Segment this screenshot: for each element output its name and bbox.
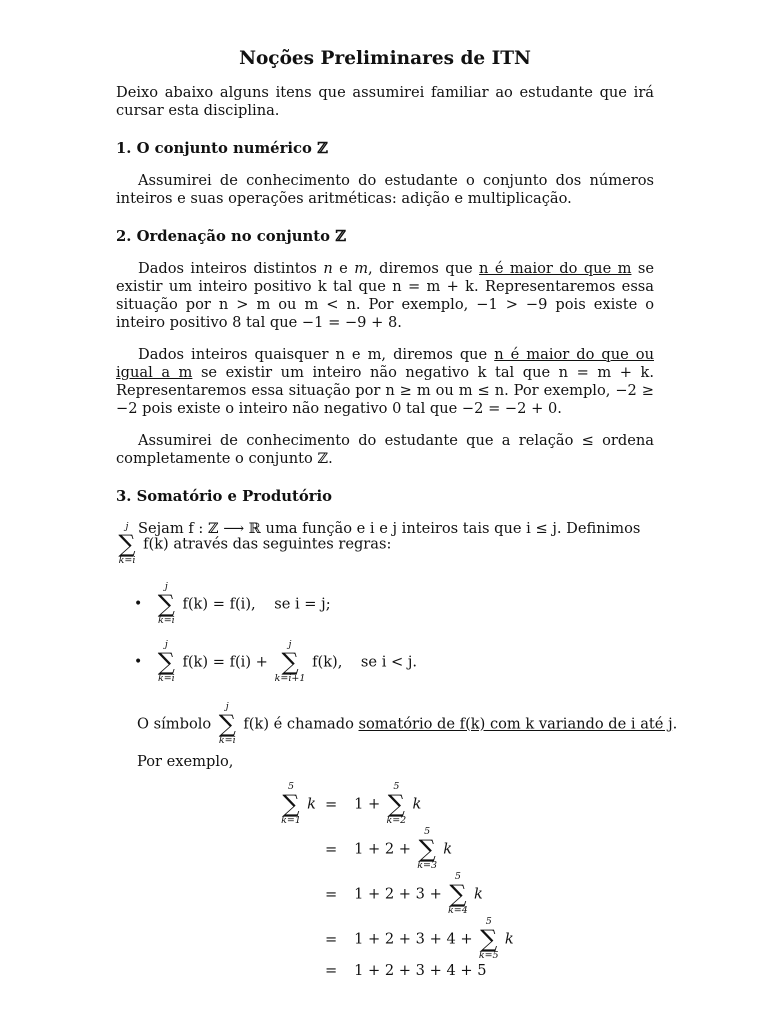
section-1-heading: 1. O conjunto numérico ℤ [116, 140, 328, 157]
definition-sum [116, 522, 391, 566]
sigma-symbol: ∑ [449, 880, 467, 908]
section-2-heading: 2. Ordenação no conjunto ℤ [116, 228, 346, 245]
eq-sign: = [325, 962, 338, 979]
eq-row-3-k: k [474, 885, 483, 903]
sigma-symbol: ∑ [282, 790, 300, 818]
sigma-upper: j [288, 639, 292, 650]
sigma-symbol: ∑ [387, 790, 405, 818]
sigma-symbol: ∑ [218, 710, 236, 738]
sigma-lower: k=i [157, 673, 175, 684]
eq-row-2-k: k [443, 840, 453, 858]
sigma-upper: 5 [287, 781, 295, 792]
section-3-heading: 3. Somatório e Produtório [116, 488, 332, 505]
bullet-2: • [134, 654, 143, 670]
eq-row-1-k: k [412, 795, 422, 813]
sigma-lower: k=2 [386, 815, 407, 826]
eq-sign: = [325, 840, 338, 858]
sigma-row-1 [385, 782, 407, 826]
section-1-paragraph: Assumirei de conhecimento do estudante o conjunto dos números inteiros e suas operações aritméticas: adição e multiplicação. [116, 172, 654, 207]
eq-lhs [280, 782, 316, 826]
p2-b: se existir um inteiro não negativo k tal que n = m + k. Representaremos essa situação por n ≥ m ou m ≤ n. Por exemplo, −2 ≥ −2 pois existe o inteiro não negativo 0 tal que −2 = −2 + 0. [116, 364, 655, 417]
sigma-lower: k=3 [417, 860, 438, 871]
definition-tail: f(k) através das seguintes regras: [143, 535, 392, 553]
sigma-upper: 5 [485, 916, 492, 927]
sigma-symbol: ∑ [157, 590, 175, 618]
sigma-lhs [280, 782, 302, 826]
sigma-row-2 [416, 827, 438, 871]
p1-m: m [354, 260, 369, 277]
p2-a: Dados inteiros quaisquer n e m, diremos que [138, 346, 495, 363]
sigma-rule-1 [155, 582, 177, 626]
sigma-upper: j [164, 581, 168, 592]
sigma-symbol: ∑ [418, 835, 436, 863]
sigma-lower: k=i [157, 615, 175, 626]
section-3-paragraph-1: Sejam f : ℤ ⟶ ℝ uma função e i e j inteiros tais que i ≤ j. Definimos [138, 520, 641, 537]
eq-row-1-text: 1 + [354, 795, 381, 813]
page-title: Noções Preliminares de ITN [239, 48, 531, 69]
sigma-lower: k=i [218, 735, 236, 746]
symbol-text-b: f(k) é chamado [243, 715, 359, 733]
eq-row-4-text: 1 + 2 + 3 + 4 + [354, 930, 473, 948]
sigma-lower: k=4 [448, 905, 468, 916]
p1-b: e [332, 260, 355, 277]
section-2-paragraph-2 [116, 346, 654, 418]
sigma-lower: k=i [118, 555, 136, 566]
eq-row-2 [325, 827, 452, 871]
sigma-upper: 5 [454, 871, 461, 882]
p1-n: n [323, 260, 333, 277]
p2-underlined: n é maior do que ou igual a m [116, 346, 654, 381]
p1-c: , diremos que [368, 260, 480, 277]
sigma-upper: 5 [424, 826, 431, 837]
sigma-symbol: ∑ [281, 648, 299, 676]
rule-2-text-a: f(k) = f(i) + [182, 653, 268, 671]
sigma-upper: j [225, 701, 229, 712]
p1-underlined: n é maior do que m [479, 260, 632, 277]
eq-sign: = [325, 795, 338, 813]
sigma-rule-2b [273, 640, 307, 684]
sigma-definition [116, 522, 138, 566]
sigma-symbol: ∑ [480, 925, 498, 953]
eq-row-1 [325, 782, 421, 826]
p1-a: Dados inteiros distintos [138, 260, 324, 277]
sigma-rule-2a [155, 640, 177, 684]
sigma-lower: k=i+1 [274, 673, 306, 684]
eq-row-2-text: 1 + 2 + [354, 840, 412, 858]
intro-paragraph: Deixo abaixo alguns itens que assumirei familiar ao estudante que irá cursar esta disciplina. [116, 84, 654, 119]
eq-row-3-text: 1 + 2 + 3 + [354, 885, 442, 903]
symbol-end: . [672, 715, 678, 733]
sigma-symbol: ∑ [157, 648, 175, 676]
sigma-upper: j [164, 639, 168, 650]
p1-d: se existir um inteiro positivo k tal que n = m + k. Representaremos essa situação por n > m ou m < n. Por exemplo, −1 > −9 pois existe o inteiro positivo 8 tal que −1 = −9 + 8. [116, 260, 655, 331]
eq-row-4-k: k [504, 930, 514, 948]
sigma-symbol-line [216, 702, 238, 746]
sigma-upper: j [125, 521, 129, 532]
eq-row-5 [325, 960, 487, 979]
sigma-symbol: ∑ [118, 530, 136, 558]
eq-row-3 [325, 872, 483, 916]
bullet-1: • [134, 596, 143, 612]
sigma-upper: 5 [393, 781, 400, 792]
sigma-row-3 [447, 872, 469, 916]
eq-row-5-text: 1 + 2 + 3 + 4 + 5 [354, 962, 487, 979]
rule-2 [134, 640, 417, 684]
eq-row-4 [325, 917, 514, 961]
eq-sign: = [325, 885, 338, 903]
sigma-lower: k=5 [478, 950, 499, 961]
document-page [116, 50, 654, 538]
rule-2-text-b: f(k), se i < j. [312, 653, 418, 671]
section-2-paragraph-3: Assumirei de conhecimento do estudante que a relação ≤ ordena completamente o conjunto ℤ. [116, 432, 654, 467]
sigma-row-4 [478, 917, 500, 961]
symbol-definition-line [137, 702, 677, 746]
example-label: Por exemplo, [137, 753, 234, 770]
section-2-paragraph-1 [116, 260, 654, 332]
eq-sign: = [325, 930, 338, 948]
rule-1-text: f(k) = f(i), se i = j; [182, 595, 331, 613]
eq-lhs-k: k [307, 795, 316, 813]
symbol-text-a: O símbolo [137, 715, 212, 733]
sigma-lower: k=1 [281, 815, 301, 826]
symbol-underlined: somatório de f(k) com k variando de i até j [358, 715, 673, 733]
rule-1 [134, 582, 331, 626]
